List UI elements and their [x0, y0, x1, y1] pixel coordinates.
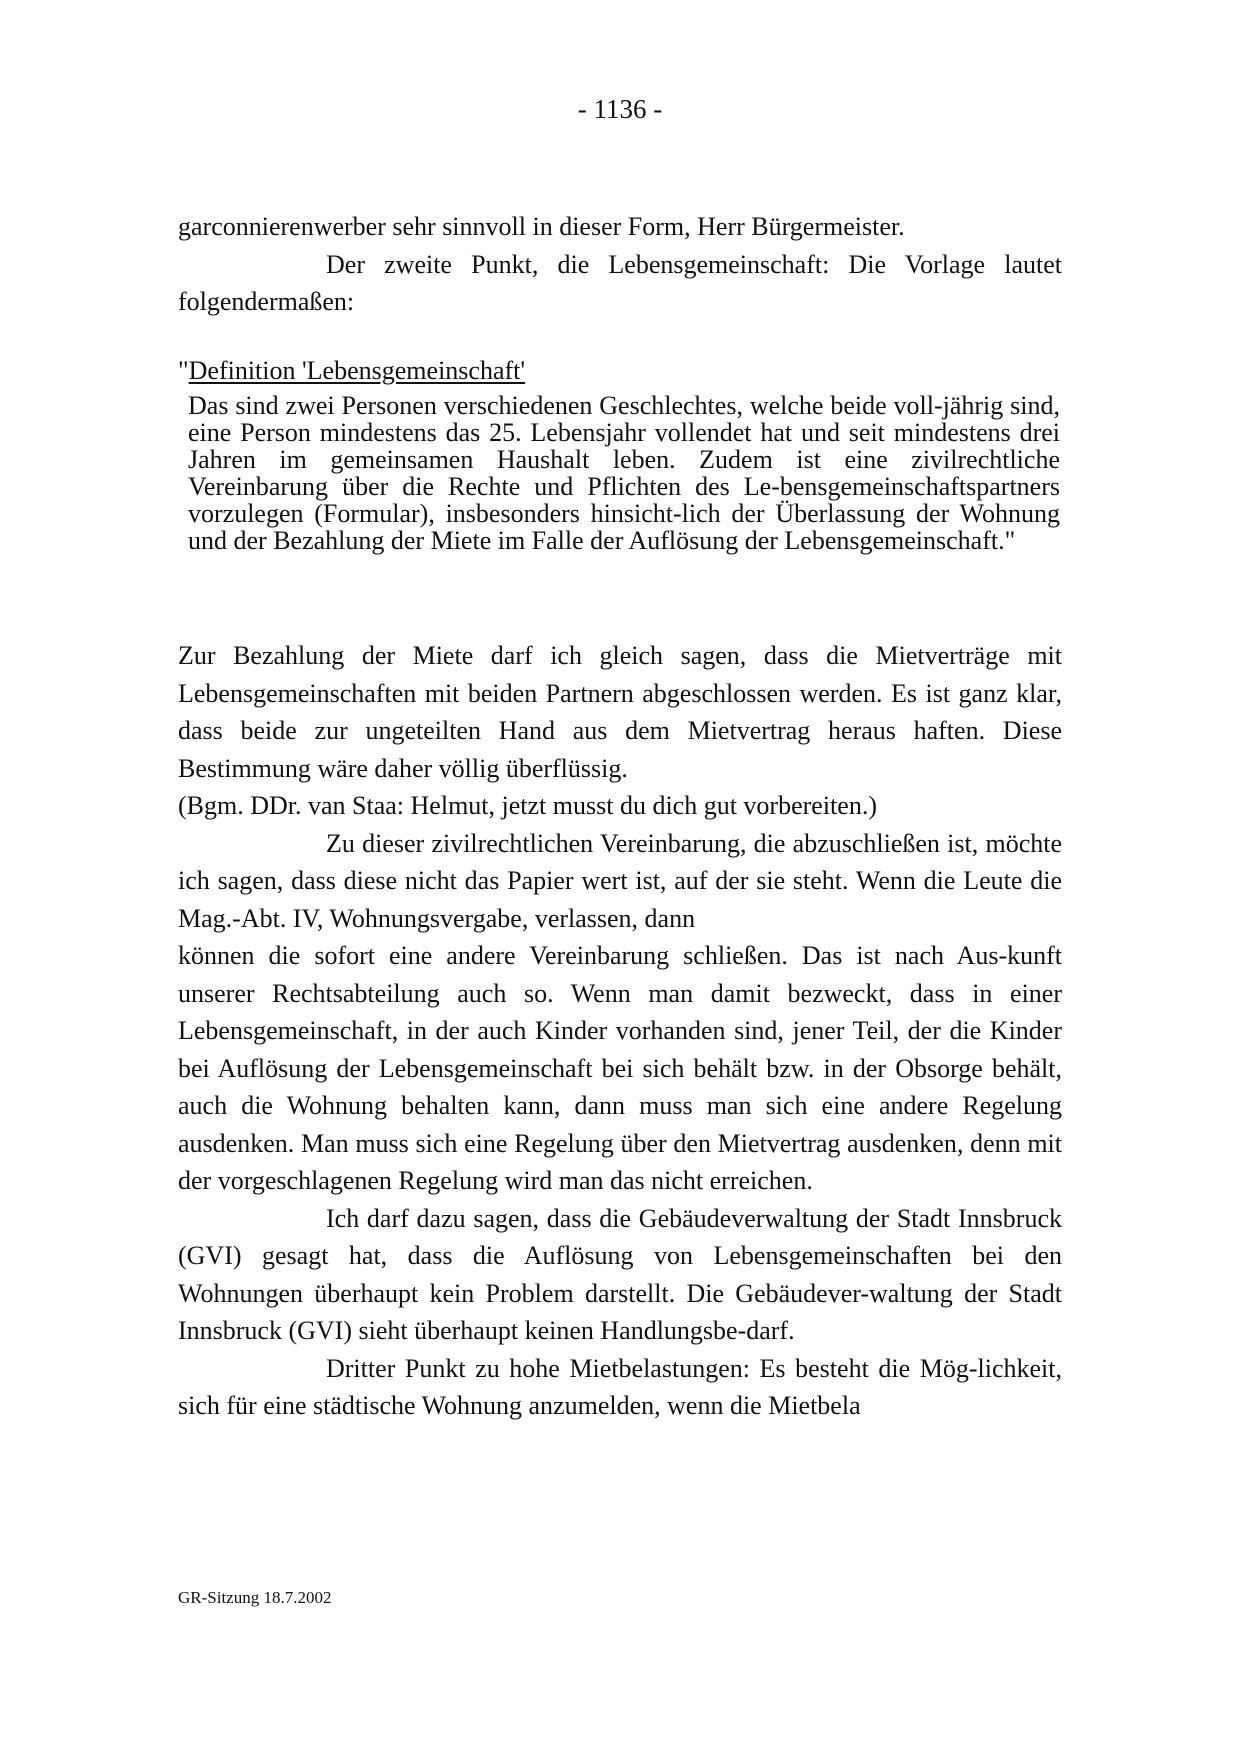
- page-number: - 1136 -: [577, 94, 663, 124]
- paragraph-garconnierenwerber: garconnierenwerber sehr sinnvoll in dieser Form, Herr Bürgermeister.: [178, 212, 905, 241]
- paragraph-bezahlung-miete: Zur Bezahlung der Miete darf ich gleich sagen, dass die Mietverträge mit Lebensgemeinschaften mit beiden Partnern abgeschlossen werden. Es ist ganz klar, dass beide zur ungeteilten Hand aus dem Mietvertrag heraus haften. Diese Bestimmung wäre daher völlig überflüssig.: [178, 641, 1062, 783]
- definition-heading: [178, 352, 525, 389]
- definition-quote-mark: ": [178, 356, 189, 385]
- definition-quote: Das sind zwei Personen verschiedenen Geschlechtes, welche beide voll-jährig sind, eine Person mindestens das 25. Lebensjahr vollendet hat und seit mindestens drei Jahren im gemeinsamen Haushalt leben. Zudem ist eine zivilrechtliche Vereinbarung über die Rechte und Pflichten des Le-bensgemeinschaftspartners vorzulegen (Formular), insbesonders hinsicht-lich der Überlassung der Wohnung und der Bezahlung der Miete im Falle der Auflösung der Lebensgemeinschaft.": [188, 391, 1060, 555]
- paragraph-dritter-punkt: Dritter Punkt zu hohe Mietbelastungen: Es besteht die Mög-lichkeit, sich für eine städtische Wohnung anzumelden, wenn die Mietbela: [178, 1353, 1062, 1420]
- paragraph-zweiter-punkt: Der zweite Punkt, die Lebensgemeinschaft: Die Vorlage lautet folgendermaßen:: [178, 249, 1062, 316]
- paragraph-zivilrechtliche-vereinbarung: Zu dieser zivilrechtlichen Vereinbarung, die abzuschließen ist, möchte ich sagen, dass diese nicht das Papier wert ist, auf der sie steht. Wenn die Leute die Mag.-Abt. IV, Wohnungsvergabe, verlassen, dann: [178, 828, 1062, 933]
- main-text-block: [178, 637, 1062, 1425]
- top-text-block: [178, 208, 1062, 321]
- paragraph-gebaeudeverwaltung: Ich darf dazu sagen, dass die Gebäudeverwaltung der Stadt Innsbruck (GVI) gesagt hat, dass die Auflösung von Lebensgemeinschaften bei den Wohnungen überhaupt kein Problem darstellt. Die Gebäudever-waltung der Stadt Innsbruck (GVI) sieht überhaupt keinen Handlungsbe-darf.: [178, 1203, 1062, 1345]
- footer-session-date: GR-Sitzung 18.7.2002: [178, 1588, 332, 1607]
- interjection-bgm-van-staa: (Bgm. DDr. van Staa: Helmut, jetzt musst du dich gut vorbereiten.): [178, 791, 877, 820]
- definition-heading-text: Definition 'Lebensgemeinschaft': [188, 356, 526, 385]
- paragraph-andere-vereinbarung: können die sofort eine andere Vereinbarung schließen. Das ist nach Aus-kunft unserer Rechtsabteilung auch so. Wenn man damit bezweckt, dass in einer Lebensgemeinschaft, in der auch Kinder vorhanden sind, jener Teil, der die Kinder bei Auflösung der Lebensgemeinschaft bei sich behält bzw. in der Obsorge behält, auch die Wohnung behalten kann, dann muss man sich eine andere Regelung ausdenken. Man muss sich eine Regelung über den Mietvertrag ausdenken, denn mit der vorgeschlagenen Regelung wird man das nicht erreichen.: [178, 941, 1062, 1195]
